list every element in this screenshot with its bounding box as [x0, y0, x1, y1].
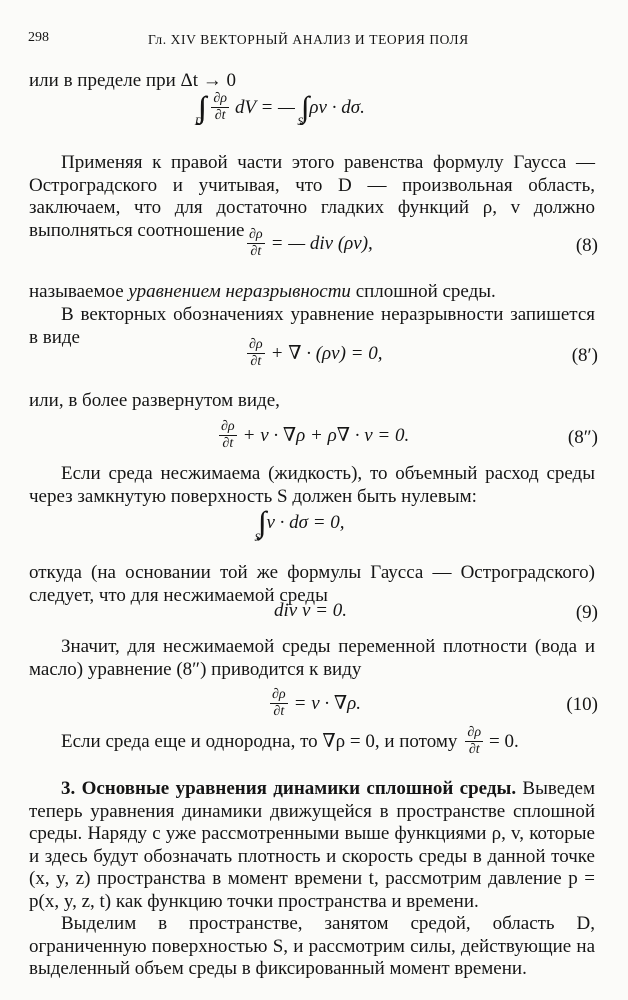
equation-surface-body: v · dσ = 0, — [266, 512, 345, 533]
paragraph-vector-notation: В векторных обозначениях уравнение неразрывности запишется в виде — [29, 304, 595, 348]
paragraph-select-region: Выделим в пространстве, занятом средой, область D, ограниченную поверхностью S, и рассмотрим силы, действующие на выделенный объем среды в фиксированный момент времени. — [29, 913, 595, 979]
equation-8-double-prime-label: (8″) — [567, 427, 598, 448]
equation-10-label: (10) — [566, 694, 598, 715]
integral-subscript-d: D — [194, 114, 204, 128]
section-3-body: Выведем теперь уравнения динамики движущейся в пространстве сплошной среды. Наряду с уже рассмотренными выше функциями ρ, v, которые и здесь будут обозначать плотность и скорость среды в данной точке (x, y, z) пространства в момент времени t, рассмотрим давление p = p(x, y, z, t) как функцию точки пространства и времени. — [29, 778, 596, 912]
paragraph-incompressible: Если среда несжимаема (жидкость), то объемный расход среды через замкнутую поверхность S должен быть нулевым: — [29, 463, 595, 507]
paragraph-limit: или в пределе при Δt → 0 — [29, 70, 236, 91]
equation-8 — [245, 228, 373, 259]
integral-subscript-s: S — [254, 529, 261, 544]
equation-9-label: (9) — [575, 602, 598, 623]
fraction-drho-dt: $\frac{\partial\rho}{\partial t}$ — [249, 337, 263, 369]
equation-tail-body: = 0. — [489, 730, 519, 752]
text-of-continuum: сплошной среды. — [350, 281, 496, 302]
equation-10-body: = v · ∇ρ. — [293, 693, 362, 714]
integral-subscript-s: S — [297, 114, 304, 128]
paragraph-hence: откуда (на основании той же формулы Гаусса — Остроградского) следует, что для несжимаемой среды — [29, 562, 595, 606]
fraction-drho-dt: $\frac{\partial\rho}{\partial t}$ — [249, 227, 263, 259]
equation-8-body: = — div (ρv), — [270, 232, 373, 254]
equation-integral-middle: dV = — — [234, 96, 295, 118]
equation-8-prime-label: (8′) — [571, 345, 598, 366]
paragraph-gauss: Применяя к правой части этого равенства формулу Гаусса — Остроградского и учитывая, что D — произвольная область, заключаем, что для достаточно гладких функций ρ, v должно выполняться соотношение — [29, 152, 595, 241]
text-homogeneous: Если среда еще и однородна, то ∇ρ = 0, и потому — [61, 731, 458, 752]
section-heading: 3. Основные уравнения динамики сплошной среды. — [61, 778, 517, 799]
fraction-drho-dt: $\frac{\partial\rho}{\partial t}$ — [467, 725, 482, 757]
fraction-drho-dt: $\frac{\partial\rho}{\partial t}$ — [272, 687, 286, 719]
equation-9-body: div v = 0. — [274, 600, 347, 621]
fraction-drho-dt: $\frac{\partial\rho}{\partial t}$ — [221, 419, 235, 451]
equation-surface-integral — [254, 506, 345, 544]
page-number: 298 — [28, 30, 49, 45]
paragraph-expanded: или, в более развернутом виде, — [29, 390, 280, 411]
equation-8-label: (8) — [575, 235, 598, 256]
equation-integral — [194, 90, 365, 128]
equation-9 — [274, 600, 347, 622]
equation-8-prime — [245, 338, 383, 369]
equation-8-prime-body: + ∇ · (ρv) = 0, — [270, 343, 383, 364]
text-called: называемое — [29, 281, 129, 302]
term-continuity-equation: уравнением неразрывности — [128, 281, 351, 302]
running-head: Гл. XIV ВЕКТОРНЫЙ АНАЛИЗ И ТЕОРИЯ ПОЛЯ — [148, 32, 469, 47]
fraction-drho-dt: $\frac{\partial\rho}{\partial t}$ — [213, 91, 227, 123]
paragraph-section-3 — [29, 778, 595, 913]
equation-8-double-prime-body: + v · ∇ρ + ρ∇ · v = 0. — [242, 425, 410, 446]
paragraph-homogeneous — [61, 726, 519, 757]
equation-10 — [268, 688, 361, 719]
paragraph-continuity-name — [29, 281, 595, 304]
equation-8-double-prime — [217, 420, 409, 451]
paragraph-variable-density: Значит, для несжимаемой среды переменной плотности (вода и масло) уравнение (8″) приводится к виду — [29, 636, 595, 680]
triple-integral-sign: ∫∫∫ — [198, 90, 199, 124]
equation-integral-rhs: ρv · dσ. — [309, 96, 365, 118]
